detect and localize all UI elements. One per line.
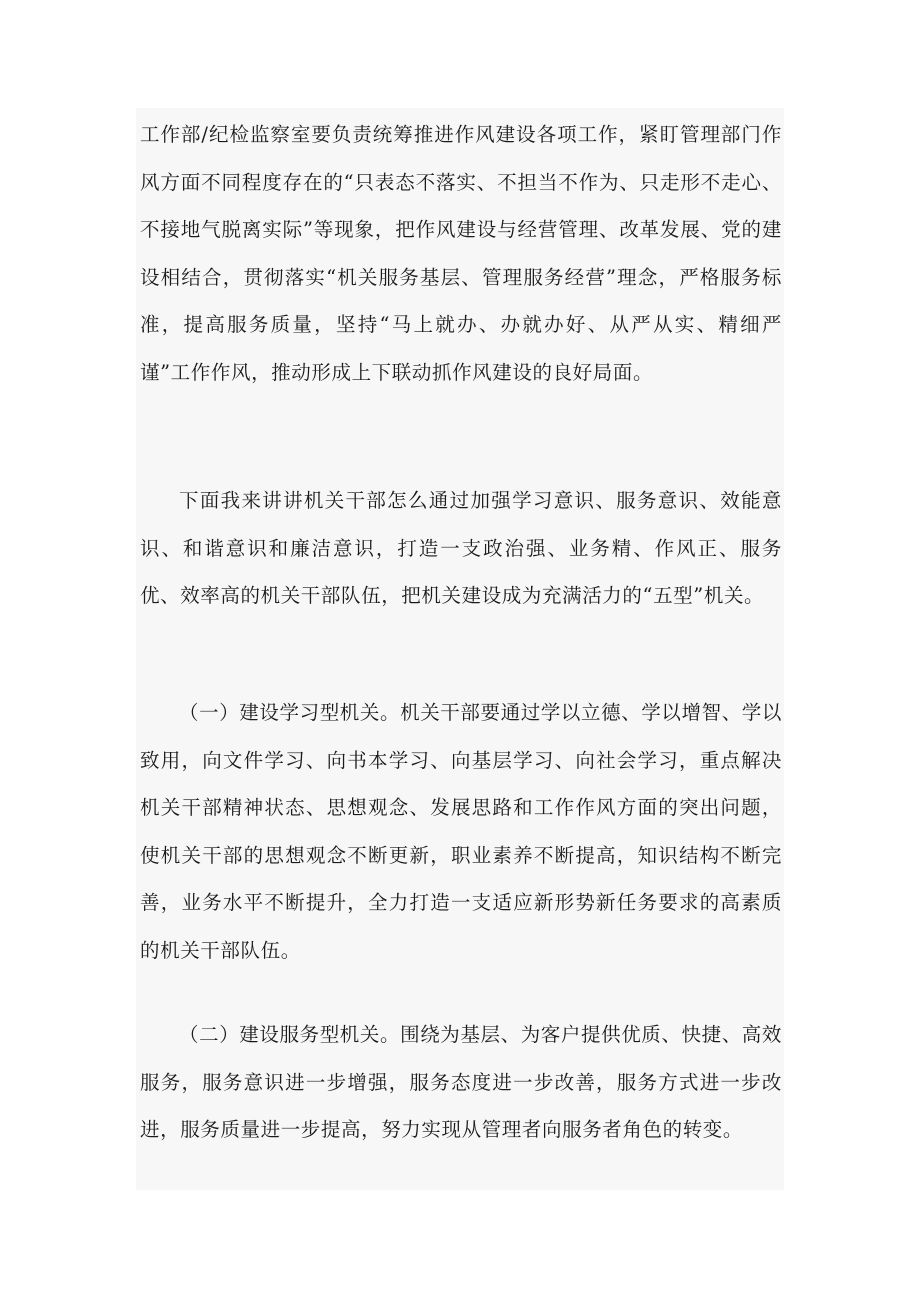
paragraph-4: （二）建设服务型机关。围绕为基层、为客户提供优质、快捷、高效服务，服务意识进一步增强，服务态度进一步改善，服务方式进一步改进，服务质量进一步提高，努力实现从管理者向服务者角色的转变。 <box>140 1023 783 1141</box>
paragraph-2: 下面我来讲讲机关干部怎么通过加强学习意识、服务意识、效能意识、和谐意识和廉洁意识，打造一支政治强、业务精、作风正、服务优、效率高的机关干部队伍，把机关建设成为充满活力的“五型”机关。 <box>140 489 782 607</box>
paragraph-3: （一）建设学习型机关。机关干部要通过学以立德、学以增智、学以致用，向文件学习、向书本学习、向基层学习、向社会学习，重点解决机关干部精神状态、思想观念、发展思路和工作作风方面的突出问题，使机关干部的思想观念不断更新，职业素养不断提高，知识结构不断完善，业务水平不断提升，全力打造一支适应新形势新任务要求的高素质的机关干部队伍。 <box>140 701 783 962</box>
paragraph-1: 工作部/纪检监察室要负责统筹推进作风建设各项工作，紧盯管理部门作风方面不同程度存在的“只表态不落实、不担当不作为、只走形不走心、不接地气脱离实际”等现象，把作风建设与经营管理、改革发展、党的建设相结合，贯彻落实“机关服务基层、管理服务经营”理念，严格服务标准，提高服务质量，坚持“马上就办、办就办好、从严从实、精细严谨”工作作风，推动形成上下联动抓作风建设的良好局面。 <box>140 123 782 384</box>
